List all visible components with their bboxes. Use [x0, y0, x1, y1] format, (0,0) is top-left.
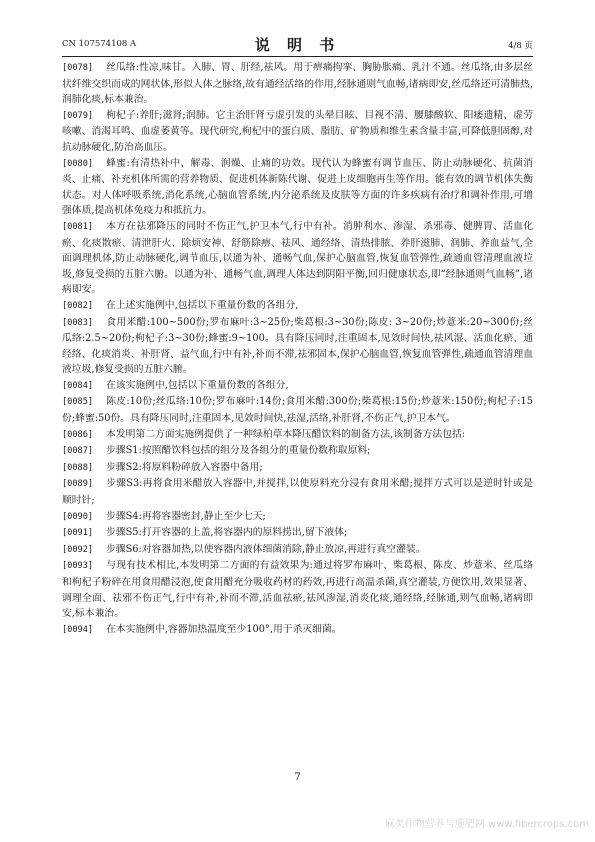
- paragraph-number: [0080]: [62, 158, 94, 169]
- paragraph-text: 与现有技术相比,本发明第二方面的有益效果为:通过将罗布麻叶、柴葛根、陈皮、炒薏米、丝瓜络和枸杞子粉碎在用食用醋浸泡,使食用醋充分吸收药材的药效,再进行高温杀菌,真空灌装,方便饮用,效果显著、调理全面、祛邪不伤正气,行中有补,补而不滞,活血祛瘀,祛风渗湿,消炎化痰,通经络,经脉通,则气血畅,诸病即安,标本兼治。: [62, 560, 533, 620]
- paragraph: [62, 156, 533, 219]
- paragraph: [62, 542, 533, 559]
- page-number: 7: [294, 772, 301, 783]
- paragraph-number: [0087]: [62, 446, 94, 457]
- paragraph-number: [0085]: [62, 397, 94, 408]
- document-title: 说 明 书: [254, 36, 341, 54]
- site-watermark: 麻类作物营养与施肥网 www.fibercrops.com: [384, 819, 589, 830]
- paragraph: [62, 622, 533, 639]
- paragraph-text: 步骤S4:再将容器密封,静止至少七天;: [106, 510, 266, 522]
- page-info: 4/8 页: [508, 41, 533, 51]
- page-header: [62, 34, 533, 54]
- paragraph-text: 步骤S2:将原料粉碎放入容器中备用;: [106, 461, 263, 473]
- paragraph: [62, 60, 533, 108]
- paragraph-number: [0081]: [62, 221, 94, 232]
- paragraph-text: 陈皮:10份;丝瓜络:10份;罗布麻叶:14份;食用米醋:300份;柴葛根:15份;炒薏米:150份;枸杞子:15份;蜂蜜:50份。具有降压同时,注重固本,见效时间快,祛湿,活络,补肝肾,不伤正气,护卫本气。: [62, 396, 533, 425]
- document-body: [62, 60, 533, 638]
- paragraph-text: 食用米醋:100~500份;罗布麻叶:3~25份;柴葛根:3~30份;陈皮: 3~20份;炒薏米:20~300份;丝瓜络:2.5~20份;枸杞子:3~30份;蜂蜜:9~100。具有降压同时,注重固本,见效时间快,祛风湿、活血化瘀、通经络、化痰消炎、补肝肾、益气血,行中有补,补而不滞,祛邪固本,保护心脑血管,恢复血管弹性,疏通血管清理血液垃圾,修复受损的五脏六腑。: [62, 316, 533, 376]
- paragraph: [62, 558, 533, 621]
- paragraph-text: 在该实施例中,包括以下重量份数的各组分,: [106, 379, 289, 391]
- paragraph: [62, 298, 533, 315]
- paragraph-number: [0084]: [62, 380, 94, 391]
- paragraph-text: 蜂蜜:有清热补中、解毒、润燥、止痛的功效。现代认为蜂蜜有调节血压、防止动脉硬化、抗菌消炎、止痛、补充机体所需的营养物质、促进机体新陈代谢、促进上皮细胞再生等作用。能有效的调节机体失衡状态。对人体呼吸系统,消化系统,心脑血管系统,内分泌系统及皮肤等方面的许多疾病有治疗和调补作用,可增强体质,提高机体免疫力和抵抗力。: [62, 157, 533, 217]
- paragraph-number: [0088]: [62, 462, 94, 473]
- paragraph-number: [0083]: [62, 317, 94, 328]
- paragraph-text: 在上述实施例中,包括以下重量份数的各组分,: [106, 299, 299, 311]
- paragraph: [62, 525, 533, 542]
- paragraph-number: [0086]: [62, 429, 94, 440]
- paragraph: [62, 108, 533, 156]
- paragraph-number: [0091]: [62, 528, 94, 539]
- paragraph: [62, 460, 533, 477]
- header-rule: [62, 56, 533, 57]
- paragraph-number: [0093]: [62, 561, 94, 572]
- paragraph-number: [0082]: [62, 300, 94, 311]
- paragraph: [62, 427, 533, 444]
- paragraph-text: 枸杞子:养肝;滋肾;润肺。它主治肝肾亏虚引发的头晕目眩、目视不清、腰膝酸软、阳痿遗精、虚劳咳嗽、消渴耳鸣、血虚萎黄等。现代研究,枸杞中的蛋白质、脂肪、矿物质和维生素含量丰富,可降低胆固醇,对抗动脉硬化,防治高血压。: [62, 109, 533, 153]
- paragraph-text: 本发明第二方面实施例提供了一种绿柏草本降压醋饮料的制备方法,该制备方法包括:: [106, 428, 466, 440]
- patent-number: CN 107574108 A: [62, 39, 137, 49]
- paragraph: [62, 394, 533, 426]
- paragraph-number: [0089]: [62, 479, 94, 490]
- paragraph-text: 在本实施例中,容器加热温度至少100°,用于杀灭细菌。: [106, 623, 342, 635]
- paragraph: [62, 509, 533, 526]
- paragraph: [62, 219, 533, 298]
- paragraph-text: 丝瓜络:性凉,味甘。入肺、胃、肝经,祛风。用于痹痛拘挛、胸胁胀痛、乳汁不通。丝瓜络,由多层丝状纤维交织而成的网状体,形似人体之脉络,故有通经活络的作用,经脉通则气血畅,诸病即安,丝瓜络还可清肺热,润肺化痰,标本兼治。: [62, 62, 533, 106]
- paragraph-text: 步骤S3:再将食用米醋放入容器中,并搅拌,以使原料充分浸有食用米醋;搅拌方式可以是逆时针或是顺时针;: [62, 478, 533, 507]
- paragraph-number: [0094]: [62, 624, 94, 635]
- paragraph: [62, 378, 533, 395]
- paragraph-number: [0079]: [62, 110, 94, 121]
- paragraph-text: 步骤S1:按照醋饮料包括的组分及各组分的重量份数称取原料;: [106, 445, 371, 457]
- paragraph: [62, 315, 533, 378]
- paragraph-text: 步骤S5:打开容器的上盖,将容器内的原料捞出,留下液体;: [106, 527, 348, 539]
- paragraph-number: [0090]: [62, 511, 94, 522]
- paragraph-number: [0078]: [62, 63, 94, 73]
- paragraph-text: 步骤S6:对容器加热,以使容器内液体细菌消除,静止放凉,再进行真空灌装。: [106, 543, 426, 555]
- paragraph: [62, 476, 533, 508]
- paragraph: [62, 443, 533, 460]
- paragraph-text: 本方在祛邪降压的同时不伤正气,护卫本气,行中有补。消肿利水、渗湿、杀邪毒、健脾胃、活血化瘀、化痰散瘀、清泄肝火、除烦安神、舒筋除痹、祛风、通经络、清热排脓、养肝滋肺、润肺、养血益气,全面调理机体,防止动脉硬化,调节血压,以通为补、通畅气血,保护心脑血管,恢复血管弹性,疏通血管清理血液垃圾,修复受损的五脏六腑。以通为补、通畅气血,调理人体达到阴阳平衡,回归健康状态,即“经脉通则气血畅”,诸病即安。: [62, 220, 533, 296]
- paragraph-number: [0092]: [62, 544, 94, 555]
